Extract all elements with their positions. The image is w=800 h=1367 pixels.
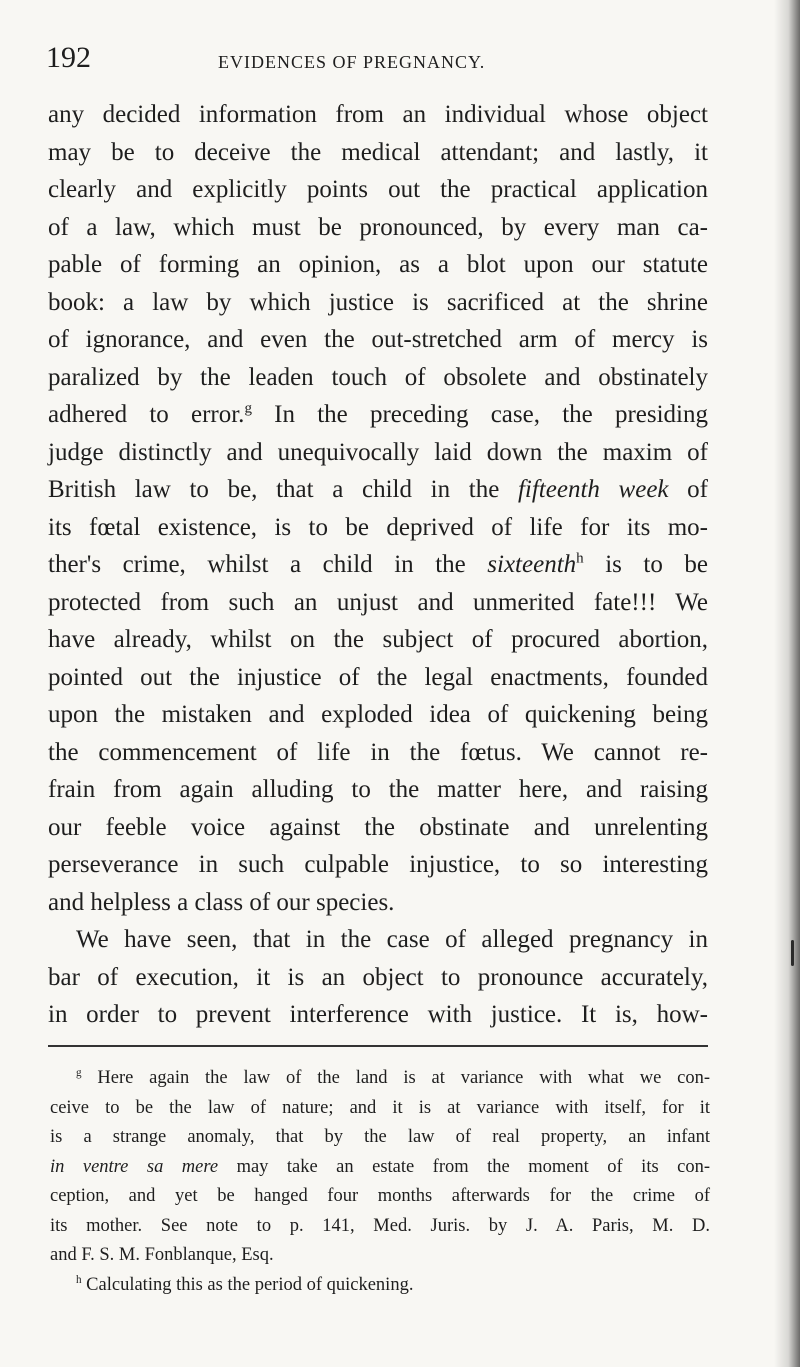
text-line: frain from again alluding to the matter here, and raising <box>48 776 708 803</box>
text-line: may be to deceive the medical attendant; and lastly, it <box>48 138 708 166</box>
emphasis-text: fifteenth week <box>517 476 669 503</box>
text-line: pable of forming an opinion, as a blot upon our statute <box>48 251 708 278</box>
text-line <box>48 471 708 509</box>
text-line: judge distinctly and unequivocally laid down the maxim of <box>48 438 708 466</box>
text-line: protected from such an unjust and unmerited fate!!! We <box>48 588 708 616</box>
text-line: upon the mistaken and exploded idea of quickening being <box>48 701 708 728</box>
text-line: in order to prevent interference with justice. It is, how- <box>48 1001 708 1028</box>
footnote-line: its mother. See note to p. 141, Med. Juris. by J. A. Paris, M. D. <box>50 1215 710 1236</box>
text-line: of a law, which must be pronounced, by every man ca- <box>48 213 708 241</box>
text-line: our feeble voice against the obstinate and unrelenting <box>48 813 708 841</box>
body-text <box>48 96 708 1034</box>
text-line <box>48 396 708 434</box>
footnote-text: Calculating this as the period of quickening. <box>81 1274 414 1295</box>
page-edge-mark <box>791 940 794 966</box>
footnotes <box>50 1064 710 1300</box>
running-title: EVIDENCES OF PREGNANCY. <box>218 52 486 72</box>
text-line: We have seen, that in the case of alleged pregnancy in <box>76 926 708 953</box>
text-line: book: a law by which justice is sacrificed at the shrine <box>48 288 708 316</box>
running-head <box>46 36 706 84</box>
footnote-text: Here again the law of the land is at variance with what we con- <box>81 1068 710 1088</box>
text-line: the commencement of life in the fœtus. We cannot re- <box>48 738 708 766</box>
page-number: 192 <box>46 41 91 74</box>
footnote-line: is a strange anomaly, that by the law of real property, an infant <box>50 1127 710 1147</box>
footnote-line: ception, and yet be hanged four months afterwards for the crime of <box>50 1186 710 1206</box>
text-fragment: adhered to error. <box>48 401 245 428</box>
text-fragment: British law to be, that a child in the <box>48 476 518 503</box>
footnote-rule <box>48 1045 708 1047</box>
text-line: of ignorance, and even the out-stretched arm of mercy is <box>48 326 708 353</box>
text-line: pointed out the injustice of the legal enactments, founded <box>48 663 708 691</box>
text-line: have already, whilst on the subject of procured abortion, <box>48 626 708 653</box>
footnote-ref-h[interactable]: h <box>576 550 584 567</box>
footnote-text: may take an estate from the moment of its con- <box>218 1156 710 1177</box>
text-line <box>48 546 708 584</box>
footnote-mark-g: g <box>76 1066 82 1079</box>
text-line: and helpless a class of our species. <box>48 888 395 916</box>
emphasis-text: sixteenth <box>487 551 577 578</box>
footnote-g <box>50 1064 710 1094</box>
text-line: its fœtal existence, is to be deprived of life for its mo- <box>48 513 708 541</box>
text-fragment: In the preceding case, the presiding <box>251 401 708 428</box>
text-fragment: is to be <box>583 551 708 578</box>
footnote-line <box>50 1153 710 1183</box>
emphasis-text: in ventre sa mere <box>50 1156 219 1177</box>
footnote-mark-h: h <box>76 1273 82 1286</box>
text-line: bar of execution, it is an object to pronounce accurately, <box>48 963 708 991</box>
footnote-line: and F. S. M. Fonblanque, Esq. <box>50 1245 274 1265</box>
text-line: any decided information from an individual whose object <box>48 101 708 128</box>
footnote-h <box>50 1271 710 1301</box>
footnote-line: ceive to be the law of nature; and it is at variance with itself, for it <box>50 1097 710 1118</box>
text-line: paralized by the leaden touch of obsolete and obstinately <box>48 363 708 391</box>
footnote-ref-g[interactable]: g <box>244 400 252 417</box>
text-line: perseverance in such culpable injustice, to so interesting <box>48 851 708 878</box>
page-edge-shadow <box>774 0 800 1367</box>
text-line: clearly and explicitly points out the practical application <box>48 176 708 203</box>
text-fragment: of <box>668 476 709 503</box>
text-fragment: ther's crime, whilst a child in the <box>48 551 488 578</box>
